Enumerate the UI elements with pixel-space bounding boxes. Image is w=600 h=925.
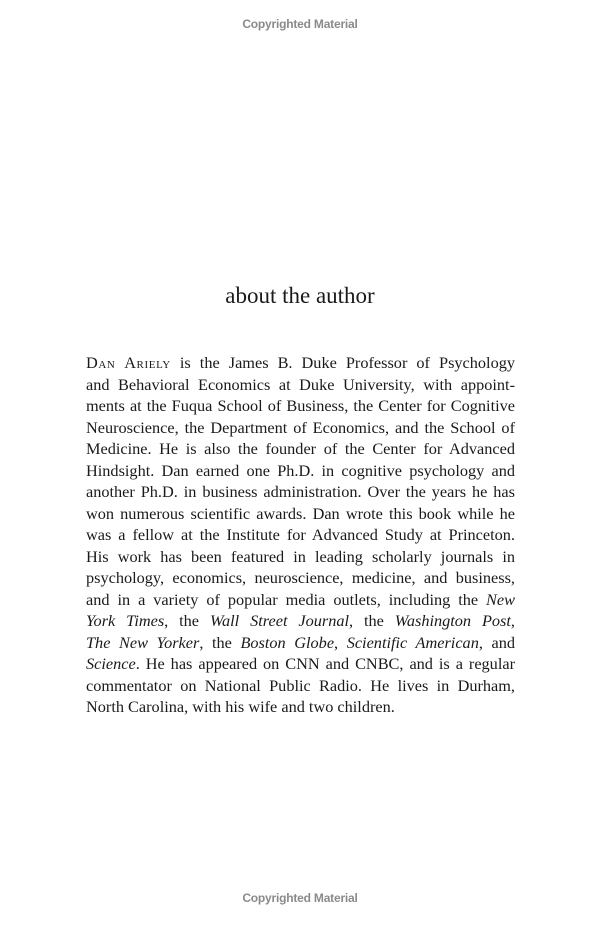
text-run: . He has appeared on CNN and CNBC, and is a regular <box>135 654 515 673</box>
publication-title: Boston Globe <box>240 632 335 652</box>
text-run: another Ph.D. in business administration. Over the years he has <box>86 482 515 501</box>
text-line <box>86 503 515 525</box>
publication-title: The New Yorker <box>86 632 200 652</box>
text-line <box>86 352 515 374</box>
text-run: , <box>334 632 347 652</box>
page-title: about the author <box>225 283 375 308</box>
text-run: won numerous scientific awards. Dan wrote this book while he <box>86 503 515 523</box>
publication-title: York Times <box>86 611 165 630</box>
text-run: Hindsight. Dan earned one Ph.D. in cognitive psychology and <box>86 460 515 480</box>
text-run: and Behavioral Economics at Duke University, with appoint- <box>86 374 515 394</box>
text-line <box>86 460 515 482</box>
text-run: commentator on National Public Radio. He lives in Durham, <box>86 675 515 695</box>
text-line <box>86 374 515 396</box>
text-line <box>86 481 515 503</box>
text-line <box>86 589 515 611</box>
text-line <box>86 675 515 697</box>
text-run: His work has been featured in leading scholarly journals in <box>86 546 515 566</box>
text-line <box>86 610 515 632</box>
copyright-watermark-bottom: Copyrighted Material <box>242 891 358 905</box>
text-line <box>86 546 515 568</box>
text-run: , and <box>478 632 515 652</box>
publication-title: Science <box>86 654 136 673</box>
text-line <box>86 438 515 460</box>
text-run: psychology, economics, neuroscience, medicine, and business, <box>86 568 515 587</box>
publication-title: New <box>486 589 515 609</box>
text-run: , <box>510 611 515 630</box>
publication-title: Wall Street Journal <box>209 611 350 630</box>
publication-title: Scientific American <box>346 632 479 652</box>
text-line <box>86 653 515 675</box>
copyright-watermark-top: Copyrighted Material <box>242 17 358 31</box>
text-run: and in a variety of popular media outlets, including the <box>86 589 487 609</box>
author-bio-paragraph <box>86 352 515 718</box>
text-line <box>86 524 515 546</box>
text-line <box>86 696 515 718</box>
text-run: , the <box>164 611 210 630</box>
text-line <box>86 567 515 589</box>
text-line <box>86 417 515 439</box>
text-run: North Carolina, with his wife and two children. <box>86 697 395 716</box>
text-run: ments at the Fuqua School of Business, the Center for Cognitive <box>86 396 515 415</box>
text-run: , the <box>349 611 395 630</box>
text-line <box>86 632 515 654</box>
text-run: Medicine. He is also the founder of the Center for Advanced <box>86 439 515 458</box>
author-name: Dan Ariely <box>86 353 171 372</box>
text-run: was a fellow at the Institute for Advanced Study at Princeton. <box>86 525 515 544</box>
text-run: , the <box>199 632 241 652</box>
text-run: Neuroscience, the Department of Economics, and the School of <box>86 417 515 437</box>
text-run: is the James B. Duke Professor of Psychology <box>170 353 516 372</box>
text-line <box>86 395 515 417</box>
publication-title: Washington Post <box>394 611 511 630</box>
